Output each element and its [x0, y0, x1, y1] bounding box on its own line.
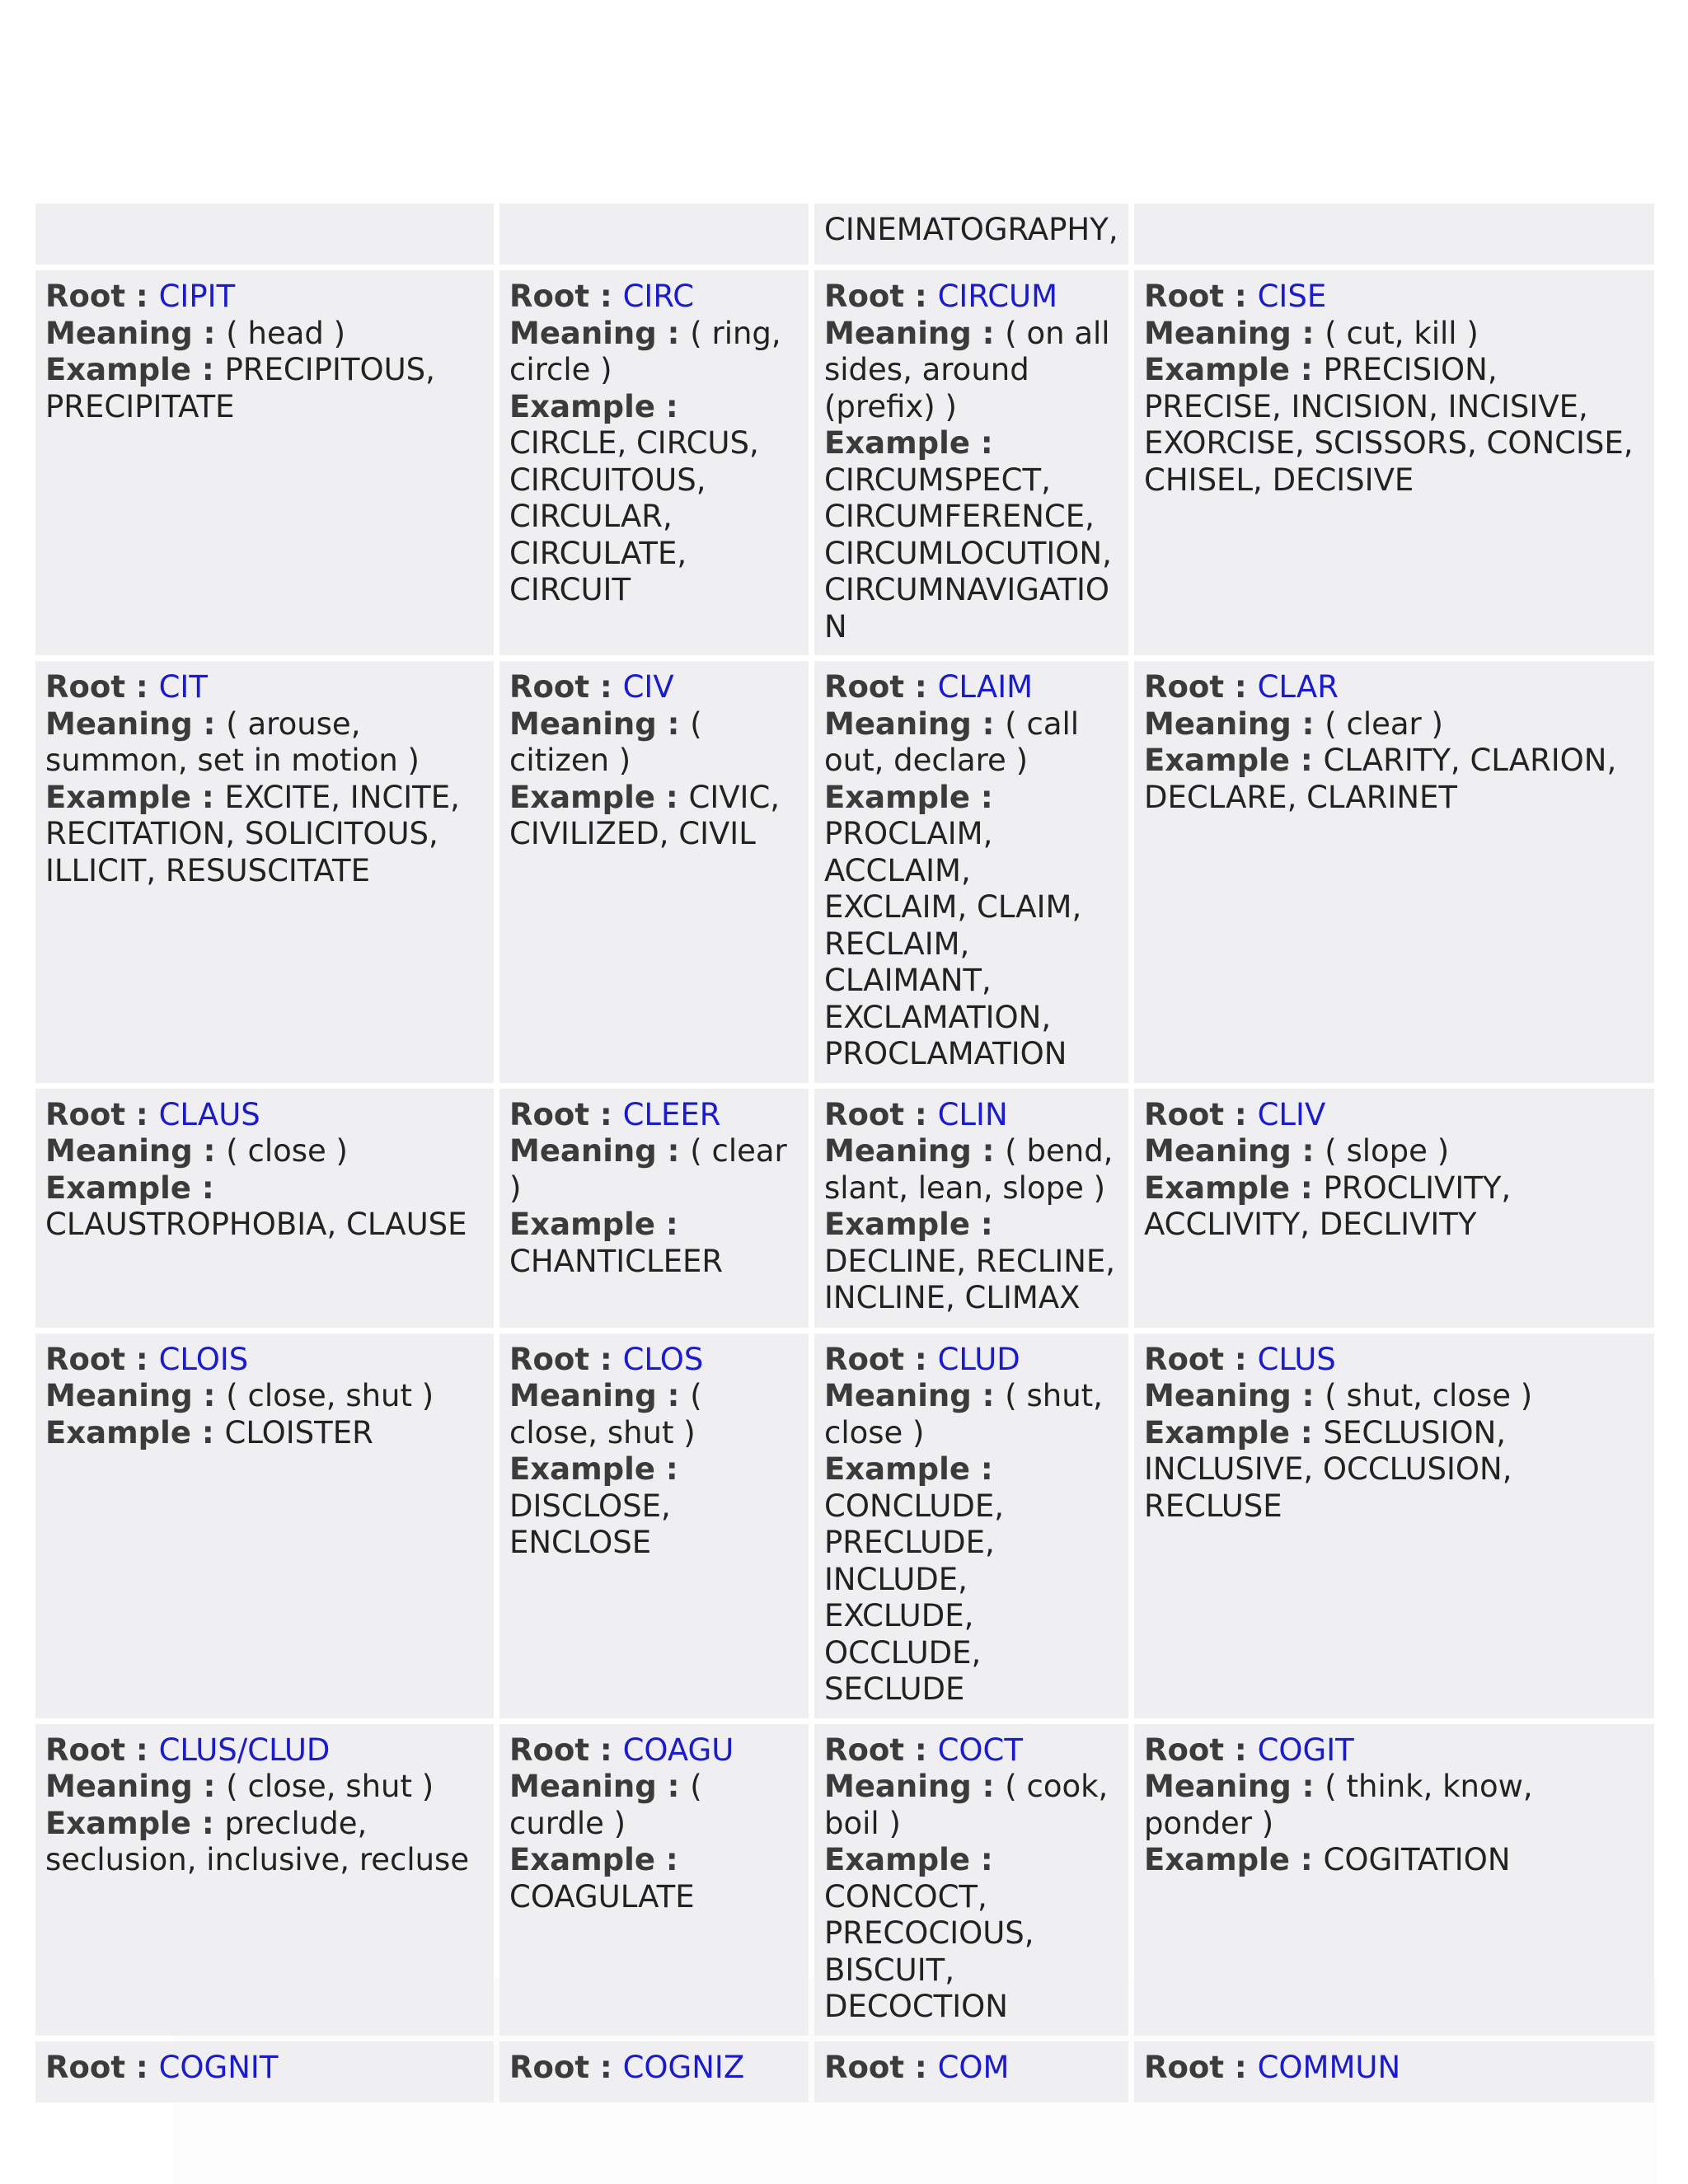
meaning-label: Meaning — [45, 1133, 193, 1169]
root-label: Root — [509, 1341, 590, 1377]
example-label: Example — [1144, 743, 1290, 778]
meaning-label: Meaning — [45, 705, 193, 742]
root-entry-cell: Root : COM — [814, 2041, 1128, 2102]
meaning-value: ( on all sides, around (prefix) ) — [824, 315, 1110, 424]
root-value: CLIV — [1257, 1096, 1326, 1132]
table-row — [35, 661, 1654, 1083]
meaning-label: Meaning — [1144, 1769, 1292, 1804]
root-value: CIRCUM — [937, 279, 1058, 314]
meaning-value: ( close, shut ) — [509, 1378, 702, 1451]
meaning-value: ( think, know, ponder ) — [1144, 1769, 1533, 1841]
root-label: Root — [1144, 669, 1225, 705]
root-value: CLAR — [1257, 669, 1339, 705]
root-entry-cell: Root : COMMUN — [1134, 2041, 1654, 2102]
meaning-value: ( shut, close ) — [1325, 1378, 1533, 1413]
meaning-value: ( close, shut ) — [226, 1769, 434, 1804]
example-label: Example — [509, 1451, 655, 1487]
example-label: Example — [1144, 1842, 1290, 1877]
root-value: CLAIM — [937, 669, 1034, 705]
example-label: Example — [45, 1169, 191, 1206]
meaning-value: ( arouse, summon, set in motion ) — [45, 705, 420, 778]
root-value: COGNIT — [158, 2049, 279, 2085]
root-entry-cell: Root : CLEER Meaning : ( clear ) Example : CHANTICLEER — [499, 1089, 809, 1328]
meaning-value: ( clear ) — [509, 1133, 787, 1206]
table-cell — [499, 204, 809, 265]
root-entry-cell: Root : CLAR Meaning : ( clear ) Example : CLARITY, CLARION, DECLARE, CLARINET — [1134, 661, 1654, 1083]
table-row — [35, 1333, 1654, 1718]
root-entry-cell: Root : CIV Meaning : ( citizen ) Example : CIVIC, CIVILIZED, CIVIL — [499, 661, 809, 1083]
example-value: CLAUSTROPHOBIA, CLAUSE — [45, 1207, 467, 1242]
root-value: CIV — [622, 669, 674, 705]
root-value: CLOIS — [158, 1341, 249, 1377]
root-label: Root — [1144, 1732, 1225, 1768]
example-value: PRECIPITOUS, PRECIPITATE — [45, 352, 435, 424]
root-label: Root — [509, 279, 590, 314]
root-label: Root — [45, 1732, 126, 1768]
root-value: COAGU — [622, 1732, 734, 1768]
example-value: preclude, seclusion, inclusive, recluse — [45, 1805, 470, 1877]
example-label: Example — [824, 779, 970, 815]
root-value: CLOS — [622, 1341, 704, 1377]
root-label: Root — [824, 669, 905, 705]
meaning-label: Meaning — [509, 1769, 657, 1804]
root-entry-cell: Root : CIPIT Meaning : ( head ) Example : PRECIPITOUS, PRECIPITATE — [35, 270, 494, 655]
meaning-label: Meaning — [509, 705, 657, 742]
root-label: Root — [1144, 1096, 1225, 1132]
root-label: Root — [509, 1096, 590, 1132]
example-value: CIRCLE, CIRCUS, CIRCUITOUS, CIRCULAR, CIRCULATE, CIRCUIT — [509, 425, 759, 607]
root-label: Root — [45, 279, 126, 314]
example-value: CLARITY, CLARION, DECLARE, CLARINET — [1144, 743, 1617, 815]
meaning-label: Meaning — [509, 1133, 657, 1169]
meaning-value: ( cook, boil ) — [824, 1769, 1109, 1841]
example-value: CHANTICLEER — [509, 1243, 724, 1279]
meaning-label: Meaning — [509, 315, 657, 351]
meaning-label: Meaning — [824, 1133, 972, 1169]
meaning-label: Meaning — [824, 705, 972, 742]
table-row — [35, 1089, 1654, 1328]
root-entry-cell: Root : COGIT Meaning : ( think, know, ponder ) Example : COGITATION — [1134, 1724, 1654, 2036]
meaning-label: Meaning — [45, 1769, 193, 1804]
root-label: Root — [45, 1341, 126, 1377]
root-entry-cell: Root : CLAIM Meaning : ( call out, declare ) Example : PROCLAIM, ACCLAIM, EXCLAIM, CLAIM, RECLAIM, CLAIMANT, EXCLAMATION, PROCLAMATION — [814, 661, 1128, 1083]
meaning-label: Meaning — [45, 315, 193, 351]
root-value: CLIN — [937, 1096, 1008, 1132]
root-entry-cell: Root : CLIV Meaning : ( slope ) Example : PROCLIVITY, ACCLIVITY, DECLIVITY — [1134, 1089, 1654, 1328]
example-label: Example — [824, 425, 970, 461]
root-entry-cell: Root : CLOS Meaning : ( close, shut ) Example : DISCLOSE, ENCLOSE — [499, 1333, 809, 1718]
root-entry-cell: Root : CLIN Meaning : ( bend, slant, lean, slope ) Example : DECLINE, RECLINE, INCLINE, CLIMAX — [814, 1089, 1128, 1328]
root-value: COM — [937, 2049, 1010, 2085]
root-label: Root — [45, 669, 126, 705]
root-value: CLEER — [622, 1096, 721, 1132]
root-entry-cell: Root : COAGU Meaning : ( curdle ) Example : COAGULATE — [499, 1724, 809, 2036]
root-entry-cell: Root : COGNIT — [35, 2041, 494, 2102]
root-entry-cell: Root : CLUS Meaning : ( shut, close ) Example : SECLUSION, INCLUSIVE, OCCLUSION, RECLUSE — [1134, 1333, 1654, 1718]
root-value: CISE — [1257, 279, 1327, 314]
root-value: COCT — [937, 1732, 1023, 1768]
meaning-value: ( bend, slant, lean, slope ) — [824, 1133, 1114, 1206]
root-label: Root — [1144, 279, 1225, 314]
table-cell — [1134, 204, 1654, 265]
meaning-label: Meaning — [1144, 1133, 1292, 1169]
meaning-value: ( clear ) — [1325, 705, 1443, 742]
root-value: CLUS/CLUD — [158, 1732, 331, 1768]
meaning-label: Meaning — [1144, 705, 1292, 742]
meaning-value: ( ring, circle ) — [509, 315, 781, 387]
root-label: Root — [824, 279, 905, 314]
meaning-label: Meaning — [1144, 1378, 1292, 1413]
root-label: Root — [509, 669, 590, 705]
root-label: Root — [1144, 1341, 1225, 1377]
root-value: CIRC — [622, 279, 695, 314]
example-label: Example — [1144, 1169, 1290, 1206]
meaning-value: ( call out, declare ) — [824, 705, 1080, 778]
meaning-label: Meaning — [509, 1378, 657, 1413]
meaning-label: Meaning — [824, 315, 972, 351]
root-value: COGIT — [1257, 1732, 1354, 1768]
example-value: DISCLOSE, ENCLOSE — [509, 1488, 671, 1560]
root-entry-cell: Root : CISE Meaning : ( cut, kill ) Example : PRECISION, PRECISE, INCISION, INCISIVE, EXORCISE, SCISSORS, CONCISE, CHISEL, DECISIVE — [1134, 270, 1654, 655]
meaning-label: Meaning — [1144, 315, 1292, 351]
root-value: CIT — [158, 669, 208, 705]
example-label: Example — [824, 1207, 970, 1242]
example-value: DECLINE, RECLINE, INCLINE, CLIMAX — [824, 1243, 1116, 1315]
table-row — [35, 2041, 1654, 2102]
example-label: Example — [45, 1805, 191, 1841]
example-value: PROCLIVITY, ACCLIVITY, DECLIVITY — [1144, 1169, 1512, 1242]
meaning-value: ( shut, close ) — [824, 1378, 1103, 1451]
example-value: SECLUSION, INCLUSIVE, OCCLUSION, RECLUSE — [1144, 1414, 1512, 1524]
table-row — [35, 1724, 1654, 2036]
root-label: Root — [824, 1096, 905, 1132]
example-label: Example — [509, 388, 655, 424]
example-value: COGITATION — [1323, 1842, 1511, 1877]
example-value: CONCOCT, PRECOCIOUS, BISCUIT, DECOCTION — [824, 1878, 1034, 2024]
root-label: Root — [824, 1341, 905, 1377]
root-label: Root — [509, 1732, 590, 1768]
table-cell — [814, 204, 1128, 265]
root-label: Root — [824, 2049, 905, 2085]
root-value: CLAUS — [158, 1096, 260, 1132]
meaning-value: ( citizen ) — [509, 705, 702, 778]
example-value: COAGULATE — [509, 1878, 695, 1915]
root-label: Root — [509, 2049, 590, 2085]
example-value: CONCLUDE, PRECLUDE, INCLUDE, EXCLUDE, OCCLUDE, SECLUDE — [824, 1488, 1004, 1707]
example-value: CIRCUMSPECT, CIRCUMFERENCE, CIRCUMLOCUTION, CIRCUMNAVIGATION — [824, 462, 1112, 644]
table-row — [35, 270, 1654, 655]
root-entry-cell: Root : COGNIZ — [499, 2041, 809, 2102]
root-entry-cell: Root : CIRC Meaning : ( ring, circle ) Example : CIRCLE, CIRCUS, CIRCUITOUS, CIRCULAR, CIRCULATE, CIRCUIT — [499, 270, 809, 655]
example-value: CIVIC, CIVILIZED, CIVIL — [509, 779, 781, 851]
root-entry-cell: Root : CIT Meaning : ( arouse, summon, set in motion ) Example : EXCITE, INCITE, RECITATION, SOLICITOUS, ILLICIT, RESUSCITATE — [35, 661, 494, 1083]
root-label: Root — [45, 1096, 126, 1132]
meaning-value: ( close, shut ) — [226, 1378, 434, 1413]
root-entry-cell: Root : CLAUS Meaning : ( close ) Example : CLAUSTROPHOBIA, CLAUSE — [35, 1089, 494, 1328]
example-label: Example — [824, 1842, 970, 1877]
root-value: CIPIT — [158, 279, 236, 314]
root-label: Root — [1144, 2049, 1225, 2085]
meaning-label: Meaning — [824, 1378, 972, 1413]
root-entry-cell: Root : CIRCUM Meaning : ( on all sides, around (prefix) ) Example : CIRCUMSPECT, CIRCUMFERENCE, CIRCUMLOCUTION, CIRCUMNAVIGATION — [814, 270, 1128, 655]
root-entry-cell: Root : CLUD Meaning : ( shut, close ) Example : CONCLUDE, PRECLUDE, INCLUDE, EXCLUDE, OCCLUDE, SECLUDE — [814, 1333, 1128, 1718]
example-label: Example — [1144, 1414, 1290, 1451]
meaning-label: Meaning — [824, 1769, 972, 1804]
meaning-value: ( head ) — [226, 315, 346, 351]
root-label: Root — [824, 1732, 905, 1768]
example-value: PRECISION, PRECISE, INCISION, INCISIVE, EXORCISE, SCISSORS, CONCISE, CHISEL, DECISIVE — [1144, 352, 1634, 498]
root-entry-cell: Root : CLOIS Meaning : ( close, shut ) Example : CLOISTER — [35, 1333, 494, 1718]
example-label: Example — [509, 1842, 655, 1877]
root-label: Root — [45, 2049, 126, 2085]
meaning-value: ( cut, kill ) — [1325, 315, 1479, 351]
root-value: CLUS — [1257, 1341, 1336, 1377]
meaning-label: Meaning — [45, 1378, 193, 1413]
meaning-value: ( close ) — [226, 1133, 348, 1169]
root-value: COMMUN — [1257, 2049, 1401, 2085]
example-label: Example — [45, 1414, 191, 1451]
meaning-value: ( curdle ) — [509, 1769, 702, 1841]
example-label: Example — [45, 779, 191, 815]
table-cell — [35, 204, 494, 265]
example-value: PROCLAIM, ACCLAIM, EXCLAIM, CLAIM, RECLAIM, CLAIMANT, EXCLAMATION, PROCLAMATION — [824, 816, 1082, 1071]
example-continuation: CINEMATOGRAPHY, — [824, 212, 1118, 247]
example-label: Example — [509, 779, 655, 815]
root-entry-cell: Root : CLUS/CLUD Meaning : ( close, shut ) Example : preclude, seclusion, inclusive, recluse — [35, 1724, 494, 2036]
word-roots-table — [30, 198, 1660, 2108]
root-entry-cell: Root : COCT Meaning : ( cook, boil ) Example : CONCOCT, PRECOCIOUS, BISCUIT, DECOCTION — [814, 1724, 1128, 2036]
root-value: CLUD — [937, 1341, 1020, 1377]
example-value: EXCITE, INCITE, RECITATION, SOLICITOUS, ILLICIT, RESUSCITATE — [45, 779, 460, 888]
table-row — [35, 204, 1654, 265]
example-label: Example — [824, 1451, 970, 1487]
example-label: Example — [509, 1207, 655, 1242]
example-value: CLOISTER — [224, 1414, 373, 1451]
root-value: COGNIZ — [622, 2049, 745, 2085]
example-label: Example — [45, 352, 191, 387]
example-label: Example — [1144, 352, 1290, 387]
meaning-value: ( slope ) — [1325, 1133, 1450, 1169]
